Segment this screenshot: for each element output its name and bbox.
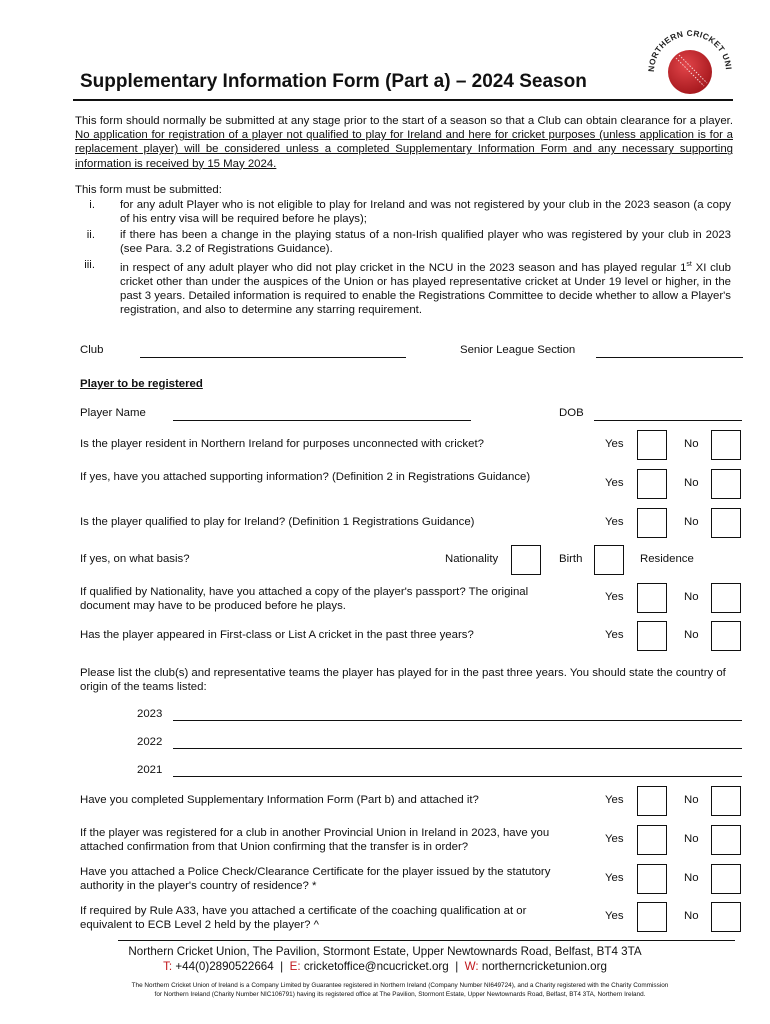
condition-number: ii. <box>86 229 95 241</box>
residence-label: Residence <box>640 553 694 565</box>
resident-no-checkbox[interactable] <box>711 430 741 460</box>
question-passport: If qualified by Nationality, have you attached a copy of the player's passport? The original document may have to be produced before he plays. <box>80 586 529 612</box>
condition-item <box>75 228 735 258</box>
submit-intro: This form must be submitted: <box>75 184 222 196</box>
no-label: No <box>684 794 699 806</box>
birth-label: Birth <box>559 553 583 565</box>
separator: | <box>280 960 284 973</box>
birth-checkbox[interactable] <box>594 545 624 575</box>
police-check-no-checkbox[interactable] <box>711 864 741 894</box>
coaching-no-checkbox[interactable] <box>711 902 741 932</box>
condition-number: iii. <box>84 259 95 271</box>
clubs-2021-field[interactable] <box>173 776 742 777</box>
title-divider <box>73 99 733 101</box>
no-label: No <box>684 477 699 489</box>
no-label: No <box>684 910 699 922</box>
no-label: No <box>684 629 699 641</box>
condition-text: for any adult Player who is not eligible to play for Ireland and was not registered by your club in the 2023 season (a copy of his entry visa will be required before he plays); <box>120 199 731 226</box>
clubs-2023-field[interactable] <box>173 720 742 721</box>
footer-divider <box>118 940 735 941</box>
phone-label: T: <box>163 960 173 973</box>
coaching-yes-checkbox[interactable] <box>637 902 667 932</box>
yes-label: Yes <box>605 438 624 450</box>
legal-line-2: for Northern Ireland (Charity Number NIC106791) having its registered office at The Pavilion, Stormont Estate, Upper Newtownards Road, Belfast, BT4 3TA, Northern Ireland. <box>154 991 646 998</box>
page-title: Supplementary Information Form (Part a) – 2024 Season <box>80 71 587 92</box>
no-label: No <box>684 591 699 603</box>
question-qualified: Is the player qualified to play for Ireland? (Definition 1 Registrations Guidance) <box>80 516 475 528</box>
web-link[interactable]: northerncricketunion.org <box>481 960 607 973</box>
question-coaching: If required by Rule A33, have you attached a certificate of the coaching qualification at or equivalent to ECB Level 2 held by the player? ^ <box>80 905 527 931</box>
dob-field[interactable] <box>594 420 742 421</box>
part-b-yes-checkbox[interactable] <box>637 786 667 816</box>
email-link[interactable]: cricketoffice@ncucricket.org <box>303 960 449 973</box>
footer-contacts <box>0 960 770 973</box>
no-label: No <box>684 438 699 450</box>
intro-paragraph <box>75 114 733 171</box>
senior-league-label: Senior League Section <box>460 344 576 356</box>
legal-line-1: The Northern Cricket Union of Ireland is a Company Limited by Guarantee registered in Northern Ireland (Company Number NI649724), and a Charity registered with the Charity Commission <box>131 982 669 989</box>
clubs-instruction: Please list the club(s) and representative teams the player has played for in the past three years. You should state the country of origin of the teams listed: <box>80 667 726 693</box>
part-b-no-checkbox[interactable] <box>711 786 741 816</box>
player-name-field[interactable] <box>173 420 471 421</box>
intro-warning: No application for registration of a player not qualified to play for Ireland and here for cricket purposes (unless application is for a replacement player) will be considered unless a completed Supplementary Information Form and any necessary supporting information is received by 15 May 2024. <box>75 129 733 170</box>
email-label: E: <box>289 960 301 973</box>
logo-text: NORTHERN CRICKET UNI <box>645 27 734 73</box>
condition-number: i. <box>89 199 95 211</box>
condition-text: if there has been a change in the playing status of a non-Irish qualified player who was registered by your club in 2023 (see Para. 3.2 of Registrations Guidance). <box>120 229 731 256</box>
supporting-no-checkbox[interactable] <box>711 469 741 499</box>
player-section-heading: Player to be registered <box>80 378 203 390</box>
condition-item <box>75 258 735 332</box>
qualified-no-checkbox[interactable] <box>711 508 741 538</box>
no-label: No <box>684 872 699 884</box>
senior-league-field[interactable] <box>596 357 743 358</box>
year-label: 2022 <box>137 736 163 748</box>
nationality-label: Nationality <box>445 553 499 565</box>
supporting-yes-checkbox[interactable] <box>637 469 667 499</box>
yes-label: Yes <box>605 833 624 845</box>
year-label: 2023 <box>137 708 163 720</box>
yes-label: Yes <box>605 872 624 884</box>
passport-no-checkbox[interactable] <box>711 583 741 613</box>
yes-label: Yes <box>605 910 624 922</box>
police-check-yes-checkbox[interactable] <box>637 864 667 894</box>
cricket-ball-icon <box>668 50 712 94</box>
yes-label: Yes <box>605 477 624 489</box>
ncu-logo <box>634 14 746 112</box>
resident-yes-checkbox[interactable] <box>637 430 667 460</box>
question-part-b: Have you completed Supplementary Information Form (Part b) and attached it? <box>80 794 479 806</box>
ncu-logo-graphic <box>634 14 746 112</box>
transfer-no-checkbox[interactable] <box>711 825 741 855</box>
qualified-yes-checkbox[interactable] <box>637 508 667 538</box>
footer-address: Northern Cricket Union, The Pavilion, Stormont Estate, Upper Newtownards Road, Belfast, BT4 3TA <box>128 945 642 958</box>
no-label: No <box>684 516 699 528</box>
transfer-yes-checkbox[interactable] <box>637 825 667 855</box>
question-supporting-info: If yes, have you attached supporting information? (Definition 2 in Registrations Guidance) <box>80 471 531 483</box>
condition-text: in respect of any adult player who did not play cricket in the NCU in the 2023 season and has played regular 1st XI club cricket other than under the auspices of the Union or has played representative cricket at Under 19 level or higher, in the past 3 years. Detailed information is required to enable the Registrations Committee to decide whether to allow a Player's registration, and also to determine any starring requirement. <box>120 261 731 317</box>
question-resident: Is the player resident in Northern Ireland for purposes unconnected with cricket? <box>80 438 484 450</box>
question-first-class: Has the player appeared in First-class or List A cricket in the past three years? <box>80 629 474 641</box>
passport-yes-checkbox[interactable] <box>637 583 667 613</box>
first-class-no-checkbox[interactable] <box>711 621 741 651</box>
intro-text: This form should normally be submitted at any stage prior to the start of a season so that a Club can obtain clearance for a player. <box>75 115 733 127</box>
club-label: Club <box>80 344 104 356</box>
dob-label: DOB <box>559 407 584 419</box>
first-class-yes-checkbox[interactable] <box>637 621 667 651</box>
yes-label: Yes <box>605 629 624 641</box>
separator: | <box>455 960 459 973</box>
question-police-check: Have you attached a Police Check/Clearance Certificate for the player issued by the statutory authority in the player's country of residence? * <box>80 866 551 892</box>
question-transfer: If the player was registered for a club in another Provincial Union in Ireland in 2023, have you attached confirmation from that Union confirming that the transfer is in order? <box>80 827 550 853</box>
web-label: W: <box>464 960 479 973</box>
clubs-2022-field[interactable] <box>173 748 742 749</box>
yes-label: Yes <box>605 794 624 806</box>
yes-label: Yes <box>605 516 624 528</box>
yes-label: Yes <box>605 591 624 603</box>
phone-number[interactable]: +44(0)2890522664 <box>175 960 274 973</box>
club-field[interactable] <box>140 357 406 358</box>
player-name-label: Player Name <box>80 407 146 419</box>
condition-item <box>75 198 735 228</box>
no-label: No <box>684 833 699 845</box>
nationality-checkbox[interactable] <box>511 545 541 575</box>
basis-question: If yes, on what basis? <box>80 553 190 565</box>
year-label: 2021 <box>137 764 163 776</box>
